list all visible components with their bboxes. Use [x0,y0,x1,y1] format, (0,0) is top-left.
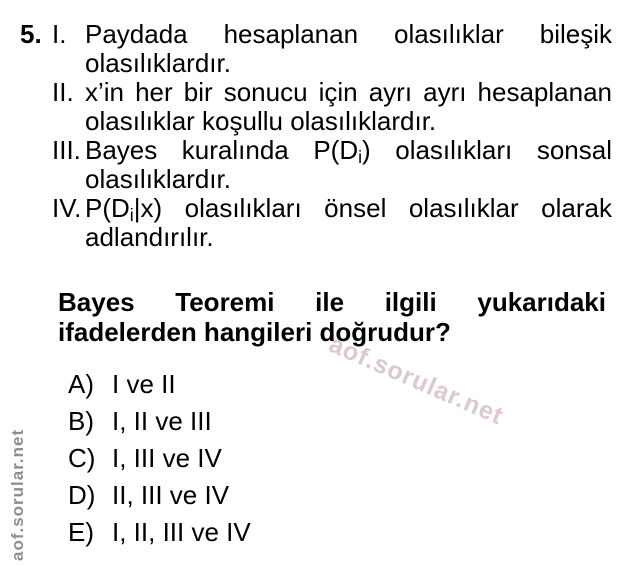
option-text: I ve II [112,369,176,399]
options-list [68,370,251,555]
statement-text: Bayes kuralında $P(D_i)$ olasılıkları sonsal olasılıklardır. [85,135,612,194]
statement-numeral: II. [52,77,74,107]
option-letter: E) [68,517,94,547]
statement-item-2 [52,78,612,136]
statement-numeral: III. [52,135,81,165]
diagonal-watermark: aof.sorular.net [324,330,508,431]
option-b[interactable] [68,407,251,436]
vertical-watermark: aof.sorular.net [8,428,27,561]
option-text: I, II ve III [112,406,212,436]
statement-numeral: IV. [52,193,82,223]
option-d[interactable] [68,481,251,510]
subscript-i: i [129,204,134,225]
option-text: I, III ve IV [112,443,222,473]
option-letter: A) [68,369,94,399]
question-stem: Bayes Teoremi ile ilgili yukarıdaki ifadelerden hangileri doğrudur? [58,287,606,347]
statement-text: Paydada hesaplanan olasılıklar bileşik olasılıklardır. [85,19,612,78]
option-c[interactable] [68,444,251,473]
option-letter: B) [68,406,94,436]
option-letter: D) [68,480,96,510]
option-text: I, II, III ve IV [112,517,251,547]
option-e[interactable] [68,518,251,547]
statement-text: $P(D_i|x)$ olasılıkları önsel olasılıklar olarak adlandırılır. [85,193,612,252]
statement-item-1 [52,20,612,78]
question-number: 5. [20,19,42,49]
statement-item-3 [52,136,612,194]
subscript-i: i [358,146,363,167]
statement-numeral: I. [52,19,67,49]
statement-list [52,20,612,252]
option-text: II, III ve IV [112,480,230,510]
option-a[interactable] [68,370,251,399]
statement-item-4 [52,194,612,252]
option-letter: C) [68,443,96,473]
statement-text: x’in her bir sonucu için ayrı ayrı hesaplanan olasılıklar koşullu olasılıklardır. [85,77,612,136]
